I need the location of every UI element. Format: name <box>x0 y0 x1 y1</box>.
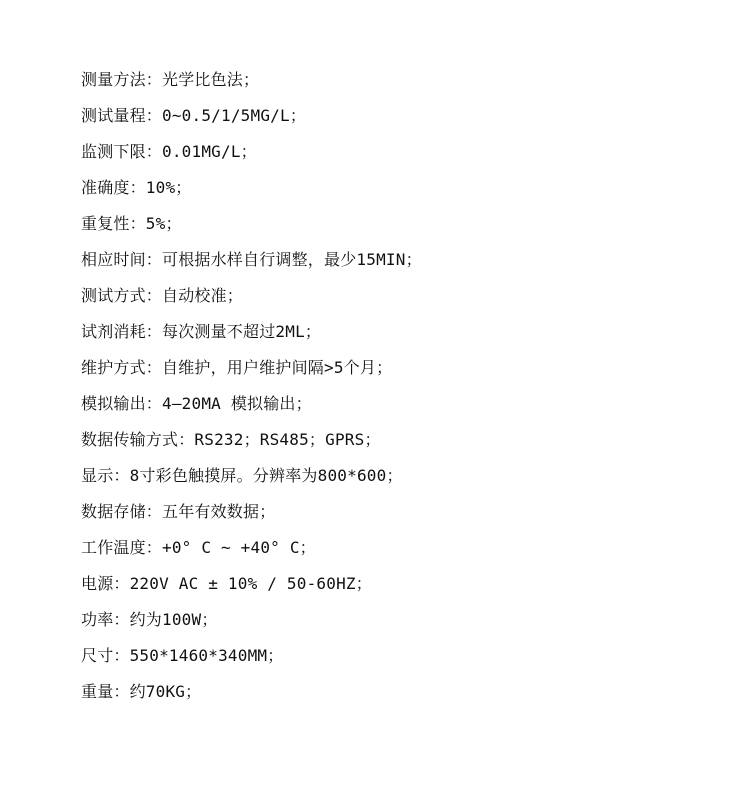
spec-reagent-consumption: 试剂消耗：每次测量不超过2ML； <box>81 322 322 341</box>
spec-response-time: 相应时间：可根据水样自行调整，最少15MIN； <box>81 250 422 269</box>
spec-repeatability: 重复性：5%； <box>81 214 182 233</box>
spec-power: 功率：约为100W； <box>81 610 218 629</box>
spec-data-transmission: 数据传输方式：RS232；RS485；GPRS； <box>81 430 381 449</box>
spec-detection-limit: 监测下限：0.01MG/L； <box>81 142 257 161</box>
spec-data-storage: 数据存储：五年有效数据； <box>81 502 276 521</box>
spec-maintenance: 维护方式：自维护，用户维护间隔>5个月； <box>81 358 393 377</box>
spec-accuracy: 准确度：10%； <box>81 178 192 197</box>
spec-dimensions: 尺寸：550*1460*340MM； <box>81 646 284 665</box>
spec-list <box>81 66 422 714</box>
spec-operating-temperature: 工作温度：+0° C ~ +40° C； <box>81 538 316 557</box>
spec-measurement-method: 测量方法：光学比色法； <box>81 70 260 89</box>
spec-analog-output: 模拟输出：4—20MA 模拟输出； <box>81 394 312 413</box>
spec-test-range: 测试量程：0~0.5/1/5MG/L； <box>81 106 307 125</box>
spec-display: 显示：8寸彩色触摸屏。分辨率为800*600； <box>81 466 403 485</box>
spec-test-mode: 测试方式：自动校准； <box>81 286 244 305</box>
spec-weight: 重量：约70KG； <box>81 682 202 701</box>
spec-power-supply: 电源：220V AC ± 10% / 50-60HZ； <box>81 574 372 593</box>
